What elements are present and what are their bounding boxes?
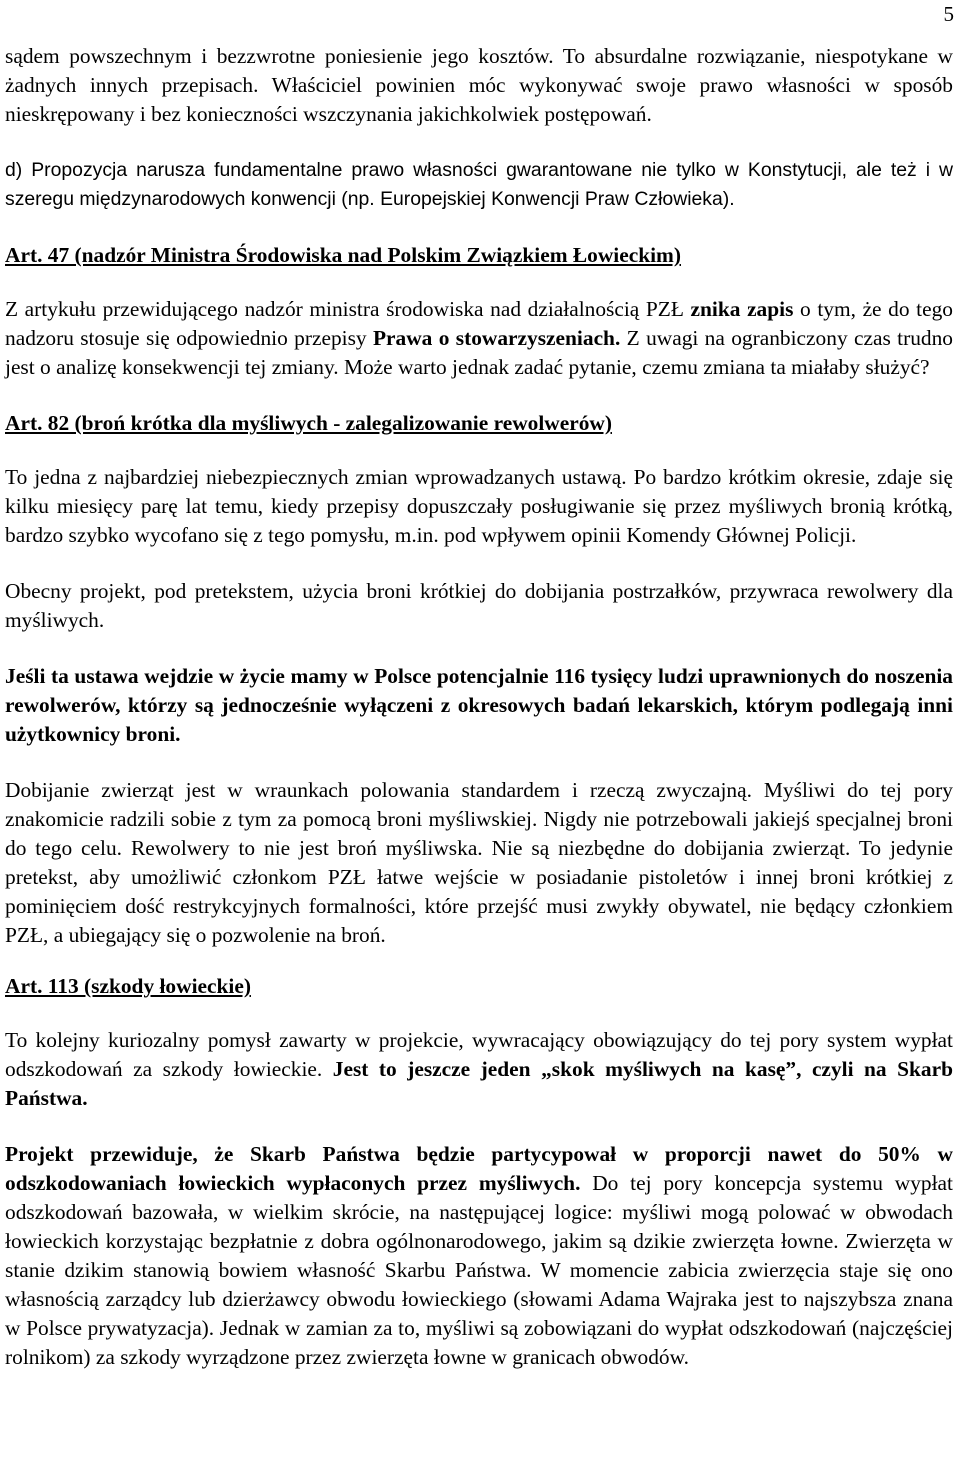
- paragraph-art-113-2: [5, 1140, 953, 1372]
- art113-p2-text: Do tej pory koncepcja systemu wypłat odszkodowań bazowała, w wielkim skrócie, na następującej logice: myśliwi mogą polować w obwodach łowieckich korzystając bezpłatnie z dobra ogólnonarodowego, jakim są dzikie zwierzęta łowne. Zwierzęta w stanie dzikim stanowią bowiem własność Skarbu Państwa. W momencie zabicia zwierzęcia staje się ono własnością zarządcy lub dzierżawcy obwodu łowieckiego (słowami Adama Wajraka jest to najszybsza znana w Polsce prywatyzacja). Jednak w zamian za to, myśliwi są zobowiązani do wypłat odszkodowań (najczęściej rolnikom) za szkody wyrządzone przez zwierzęta łowne w granicach obwodów.: [5, 1171, 953, 1369]
- document-body: [5, 42, 953, 1399]
- paragraph-point-d: [5, 156, 953, 214]
- art113-p1-bold: Jest to jeszcze jeden „skok myśliwych na kasę”, czyli na Skarb Państwa.: [5, 1057, 954, 1110]
- heading-art-47: Art. 47 (nadzór Ministra Środowiska nad Polskim Związkiem Łowieckim): [5, 243, 681, 267]
- page-number: 5: [943, 2, 954, 26]
- paragraph-art-47: [5, 295, 953, 382]
- art113-p2-bold: Projekt przewiduje, że Skarb Państwa będzie partycypował w proporcji nawet do 50% w odszkodowaniach łowieckich wypłaconych przez myśliwych.: [5, 1142, 953, 1195]
- paragraph-art-82-2: Obecny projekt, pod pretekstem, użycia broni krótkiej do dobijania postrzałków, przywraca rewolwery dla myśliwych.: [5, 579, 953, 632]
- heading-art-82: Art. 82 (broń krótka dla myśliwych - zalegalizowanie rewolwerów): [5, 411, 612, 435]
- paragraph-intro: [5, 42, 953, 129]
- art113-p1-text: To kolejny kuriozalny pomysł zawarty w projekcie, wywracający obowiązujący do tej pory system wypłat odszkodowań za szkody łowieckie.: [5, 1028, 953, 1081]
- paragraph-intro-text: sądem powszechnym i bezzwrotne poniesienie jego kosztów. To absurdalne rozwiązanie, niespotykane w żadnych innych przepisach. Właściciel powinien móc wykonywać swoje prawo własności w sposób nieskrępowany i bez konieczności wszczynania jakichkolwiek postępowań.: [5, 44, 953, 126]
- art47-text-1: Z artykułu przewidującego nadzór ministra środowiska nad działalnością PZŁ: [5, 297, 691, 321]
- art47-text-3: Z uwagi na ogranbiczony czas trudno jest o analizę konsekwencji tej zmiany. Może warto jednak zadać pytanie, czemu zmiana ta miałaby służyć?: [5, 326, 953, 379]
- art47-bold-1: znika zapis: [690, 297, 794, 321]
- art47-bold-2: Prawa o stowarzyszeniach.: [372, 326, 621, 350]
- art47-text-2: o tym, że do tego nadzoru stosuje się odpowiednio przepisy: [5, 297, 953, 350]
- art82-bold-paragraph: Jeśli ta ustawa wejdzie w życie mamy w Polsce potencjalnie 116 tysięcy ludzi uprawnionych do noszenia rewolwerów, którzy są jednocześnie wyłączeni z okresowych badań lekarskich, którym podlegają inni użytkownicy broni.: [5, 664, 953, 746]
- paragraph-art-82-4: Dobijanie zwierząt jest w wraunkach polowania standardem i rzeczą zwyczajną. Myśliwi do tej pory znakomicie radzili sobie z tym za pomocą broni myśliwskiej. Nigdy nie potrzebowali jakiejś specjalnej broni do tego celu. Rewolwery to nie jest broń myśliwska. Nie są niezbędne do dobijania zwierząt. To jedynie pretekst, aby umożliwić członkom PZŁ łatwe wejście w posiadanie pistoletów i innej broni krótkiej z pominięciem dość restrykcyjnych formalności, które przejść musi zwykły obywatel, nie będący członkiem PZŁ, a ubiegający się o pozwolenie na broń.: [5, 778, 953, 947]
- heading-art-113: Art. 113 (szkody łowieckie): [5, 974, 251, 998]
- paragraph-art-82-3: [5, 662, 953, 749]
- paragraph-art-113-1: [5, 1026, 953, 1113]
- paragraph-art-82-1: To jedna z najbardziej niebezpiecznych zmian wprowadzanych ustawą. Po bardzo krótkim okresie, zdaje się kilku miesięcy parę lat temu, kiedy przepisy dopuszczały posługiwanie się przez myśliwych bronią krótką, bardzo szybko wycofano się z tego pomysłu, m.in. pod wpływem opinii Komendy Głównej Policji.: [5, 465, 953, 547]
- paragraph-point-d-text: d) Propozycja narusza fundamentalne prawo własności gwarantowane nie tylko w Konstytucji, ale też i w szeregu międzynarodowych konwencji (np. Europejskiej Konwencji Praw Człowieka).: [5, 159, 953, 210]
